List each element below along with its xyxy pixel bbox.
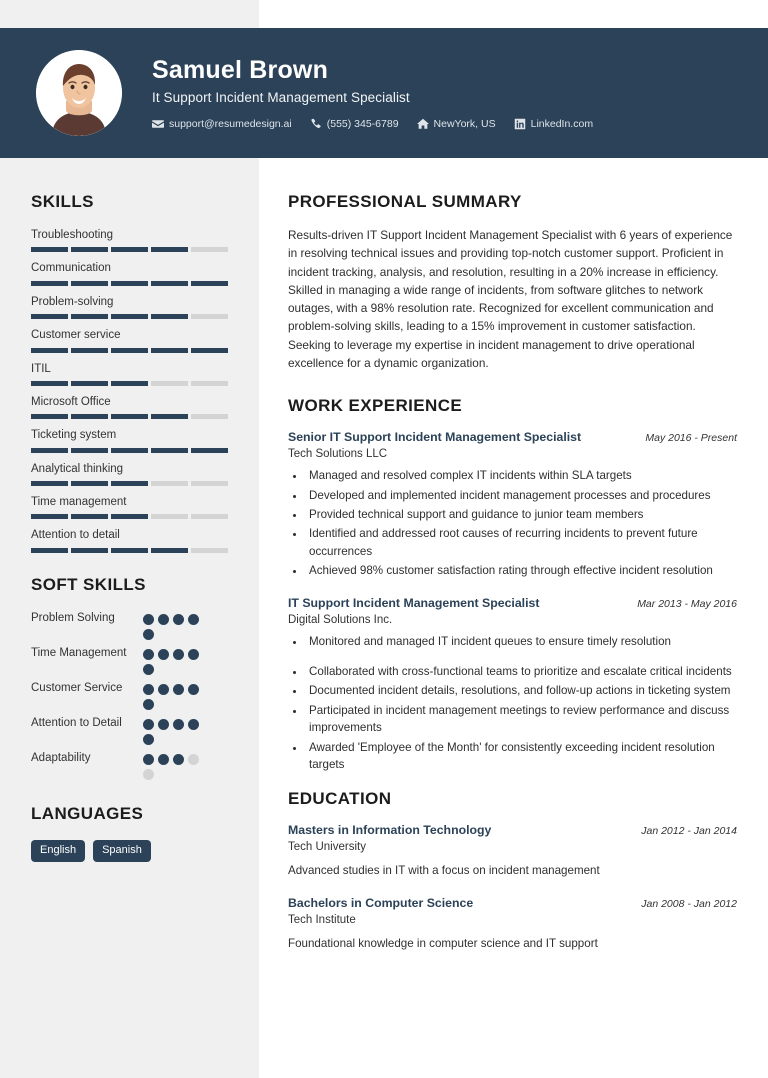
- skill-segment: [191, 381, 228, 386]
- soft-skill-dot: [158, 754, 169, 765]
- envelope-icon: [152, 118, 164, 130]
- skill-level-bar: [31, 281, 228, 286]
- contact-linkedin[interactable]: [514, 118, 593, 130]
- skill-row: [31, 395, 228, 419]
- education-date-range: Jan 2012 - Jan 2014: [641, 825, 737, 838]
- experience-entry-header: [288, 430, 737, 446]
- education-description: Advanced studies in IT with a focus on incident management: [288, 864, 600, 878]
- skill-segment: [151, 314, 188, 319]
- skill-name: Microsoft Office: [31, 395, 111, 408]
- contact-location[interactable]: [417, 118, 496, 130]
- education-institution: Tech University: [288, 841, 366, 854]
- soft-skill-dot: [143, 614, 154, 625]
- skill-segment: [111, 548, 148, 553]
- soft-skill-dot: [143, 769, 154, 780]
- skill-name: Attention to detail: [31, 529, 120, 542]
- soft-skill-dot: [188, 649, 199, 660]
- soft-skill-dot: [188, 684, 199, 695]
- experience-organization: Tech Solutions LLC: [288, 448, 388, 461]
- skill-row: [31, 528, 228, 552]
- experience-job-title: Senior IT Support Incident Management Specialist: [288, 430, 582, 445]
- education-entry-header: [288, 896, 737, 912]
- skill-segment: [151, 348, 188, 353]
- skill-row: [31, 462, 228, 486]
- skills-list: [31, 228, 228, 553]
- education-entry: [288, 896, 737, 952]
- linkedin-icon: [514, 118, 526, 130]
- skill-segment: [71, 348, 108, 353]
- experience-bullet: • Monitored and managed IT incident queues to ensure timely resolution: [306, 633, 737, 650]
- soft-skill-row: [31, 646, 228, 675]
- skill-segment: [31, 314, 68, 319]
- skill-segment: [31, 414, 68, 419]
- contact-location-label: NewYork, US: [433, 117, 496, 130]
- soft-skill-dots: [143, 611, 211, 640]
- education-list: [288, 823, 737, 952]
- full-name: Samuel Brown: [152, 56, 329, 85]
- resume-header: [0, 28, 768, 158]
- skill-name: Ticketing system: [31, 429, 117, 442]
- skill-row: [31, 362, 228, 386]
- soft-skill-name: Attention to Detail: [31, 716, 122, 729]
- experience-entry: [288, 596, 737, 774]
- skill-segment: [31, 348, 68, 353]
- skill-segment: [151, 481, 188, 486]
- soft-skill-dots: [143, 716, 211, 745]
- skill-segment: [191, 414, 228, 419]
- experience-job-title: IT Support Incident Management Specialist: [288, 595, 540, 610]
- soft-skill-dot: [143, 734, 154, 745]
- skill-segment: [71, 281, 108, 286]
- experience-list: [288, 430, 737, 773]
- soft-skill-dot: [173, 754, 184, 765]
- soft-skills-list: [31, 611, 228, 780]
- skill-segment: [111, 514, 148, 519]
- skill-segment: [111, 247, 148, 252]
- contact-phone-label: (555) 345-6789: [326, 117, 399, 130]
- skill-segment: [151, 448, 188, 453]
- soft-skill-dot: [143, 629, 154, 640]
- summary-text: Results-driven IT Support Incident Management Specialist with 6 years of experience in resolving technical issues and providing top-notch customer support. Proficient in incident tracking, analysis, and resolution, resulting in a 20% increase in efficiency. Skilled in managing a wide range of incidents, from software glitches to network outages, with a 98% resolution rate. Recognized for excellent communication and problem-solving skills, leading to a 15% improvement in customer satisfaction. Seeking to leverage my expertise in incident management to drive operational excellence for a dynamic organization.: [288, 228, 733, 370]
- contact-email-label: support@resumedesign.ai: [169, 117, 292, 130]
- skill-name: Customer service: [31, 329, 121, 342]
- skill-name: ITIL: [31, 362, 51, 375]
- sidebar: [0, 158, 259, 862]
- skill-row: [31, 228, 228, 252]
- skills-heading: SKILLS: [31, 192, 94, 211]
- experience-bullet: • Documented incident details, resolutions, and follow-up actions in ticketing system: [306, 682, 737, 699]
- languages-list: [31, 840, 228, 862]
- soft-skill-dot: [173, 614, 184, 625]
- education-institution: Tech Institute: [288, 913, 356, 926]
- skill-segment: [111, 381, 148, 386]
- soft-skill-dot: [188, 719, 199, 730]
- skill-segment: [71, 448, 108, 453]
- skill-level-bar: [31, 414, 228, 419]
- experience-bullet: • Developed and implemented incident management processes and procedures: [306, 487, 737, 504]
- soft-skill-dot: [158, 649, 169, 660]
- skill-segment: [31, 548, 68, 553]
- skill-segment: [191, 514, 228, 519]
- soft-skills-section: [31, 575, 228, 780]
- skill-segment: [191, 281, 228, 286]
- skill-name: Problem-solving: [31, 295, 114, 308]
- education-degree: Bachelors in Computer Science: [288, 895, 474, 910]
- skill-segment: [71, 314, 108, 319]
- skill-level-bar: [31, 548, 228, 553]
- soft-skill-name: Time Management: [31, 646, 127, 659]
- skill-segment: [191, 448, 228, 453]
- main-content: [259, 158, 768, 968]
- education-date-range: Jan 2008 - Jan 2012: [641, 897, 737, 910]
- skill-name: Troubleshooting: [31, 229, 114, 241]
- skill-segment: [151, 381, 188, 386]
- soft-skill-dot: [158, 719, 169, 730]
- skill-segment: [31, 514, 68, 519]
- skill-level-bar: [31, 314, 228, 319]
- contact-linkedin-label: LinkedIn.com: [530, 117, 594, 130]
- languages-section: [31, 804, 228, 862]
- skill-segment: [71, 481, 108, 486]
- experience-date-range: Mar 2013 - May 2016: [637, 597, 737, 610]
- experience-bullet: • Achieved 98% customer satisfaction rating through effective incident resolution: [306, 562, 737, 579]
- soft-skill-dot: [143, 754, 154, 765]
- experience-entry: [288, 430, 737, 579]
- skill-segment: [111, 314, 148, 319]
- contact-email[interactable]: [152, 118, 292, 130]
- skill-name: Time management: [31, 496, 127, 508]
- languages-heading: LANGUAGES: [31, 803, 144, 823]
- soft-skill-dot: [143, 719, 154, 730]
- summary-heading: PROFESSIONAL SUMMARY: [288, 192, 522, 211]
- skill-segment: [111, 481, 148, 486]
- soft-skill-dot: [143, 684, 154, 695]
- contact-row: [152, 118, 593, 130]
- skill-segment: [71, 414, 108, 419]
- avatar: [36, 50, 122, 136]
- soft-skill-dot: [188, 754, 199, 765]
- home-icon: [417, 118, 429, 130]
- skill-level-bar: [31, 448, 228, 453]
- skill-name: Analytical thinking: [31, 462, 124, 475]
- soft-skill-dot: [188, 614, 199, 625]
- skill-segment: [191, 247, 228, 252]
- job-title: It Support Incident Management Specialist: [152, 89, 410, 105]
- experience-bullet-spacer: [306, 652, 737, 663]
- soft-skill-dot: [143, 699, 154, 710]
- soft-skill-dots: [143, 646, 211, 675]
- soft-skill-dot: [158, 614, 169, 625]
- skill-segment: [191, 481, 228, 486]
- soft-skill-name: Customer Service: [31, 681, 123, 694]
- skill-segment: [31, 281, 68, 286]
- education-description: Foundational knowledge in computer science and IT support: [288, 936, 598, 950]
- soft-skill-row: [31, 751, 228, 780]
- soft-skill-dot: [143, 664, 154, 675]
- skill-segment: [151, 514, 188, 519]
- soft-skill-row: [31, 611, 228, 640]
- skill-segment: [111, 414, 148, 419]
- skill-row: [31, 328, 228, 352]
- experience-bullet-list: [306, 633, 737, 774]
- soft-skills-heading: SOFT SKILLS: [31, 574, 146, 594]
- education-degree: Masters in Information Technology: [288, 823, 492, 838]
- contact-phone[interactable]: [310, 118, 399, 130]
- skill-row: [31, 261, 228, 285]
- soft-skill-name: Problem Solving: [31, 611, 115, 624]
- experience-entry-header: [288, 596, 737, 612]
- skill-segment: [71, 548, 108, 553]
- experience-bullet: • Identified and addressed root causes of recurring incidents to prevent future occurrences: [306, 525, 737, 560]
- soft-skill-dot: [173, 649, 184, 660]
- soft-skill-dots: [143, 751, 211, 780]
- skill-level-bar: [31, 514, 228, 519]
- skill-segment: [71, 247, 108, 252]
- skill-segment: [151, 247, 188, 252]
- language-badge: Spanish: [93, 840, 151, 862]
- soft-skill-dot: [173, 719, 184, 730]
- experience-heading: WORK EXPERIENCE: [288, 396, 463, 416]
- skill-level-bar: [31, 381, 228, 386]
- experience-bullet: • Collaborated with cross-functional teams to prioritize and escalate critical incidents: [306, 663, 737, 680]
- skill-segment: [111, 348, 148, 353]
- language-badge: English: [31, 840, 85, 862]
- experience-bullet: • Provided technical support and guidance to junior team members: [306, 506, 737, 523]
- skill-segment: [71, 514, 108, 519]
- soft-skill-dot: [173, 684, 184, 695]
- phone-icon: [310, 118, 322, 130]
- soft-skill-dot: [143, 649, 154, 660]
- skill-segment: [191, 314, 228, 319]
- skill-segment: [31, 381, 68, 386]
- soft-skill-row: [31, 681, 228, 710]
- experience-bullet: • Managed and resolved complex IT incidents within SLA targets: [306, 467, 737, 484]
- skill-segment: [71, 381, 108, 386]
- soft-skill-dots: [143, 681, 211, 710]
- experience-bullet: • Participated in incident management meetings to review performance and discuss improvements: [306, 702, 737, 737]
- soft-skill-dot: [158, 684, 169, 695]
- experience-bullet-list: [306, 467, 737, 579]
- experience-organization: Digital Solutions Inc.: [288, 613, 393, 626]
- skill-segment: [151, 414, 188, 419]
- education-heading: EDUCATION: [288, 789, 392, 809]
- education-entry: [288, 823, 737, 879]
- skill-segment: [31, 448, 68, 453]
- skill-segment: [111, 448, 148, 453]
- soft-skill-name: Adaptability: [31, 751, 91, 764]
- skill-segment: [31, 247, 68, 252]
- experience-bullet: • Awarded 'Employee of the Month' for consistently exceeding incident resolution targets: [306, 739, 737, 774]
- soft-skill-row: [31, 716, 228, 745]
- skill-level-bar: [31, 247, 228, 252]
- skill-name: Communication: [31, 262, 111, 275]
- skill-segment: [151, 548, 188, 553]
- skill-segment: [31, 481, 68, 486]
- skill-row: [31, 295, 228, 319]
- skill-level-bar: [31, 348, 228, 353]
- skill-segment: [111, 281, 148, 286]
- experience-date-range: May 2016 - Present: [645, 432, 737, 445]
- header-text-block: [152, 56, 593, 130]
- skill-row: [31, 428, 228, 452]
- skill-row: [31, 495, 228, 519]
- skill-segment: [191, 548, 228, 553]
- education-entry-header: [288, 823, 737, 839]
- skill-segment: [191, 348, 228, 353]
- skill-segment: [151, 281, 188, 286]
- skill-level-bar: [31, 481, 228, 486]
